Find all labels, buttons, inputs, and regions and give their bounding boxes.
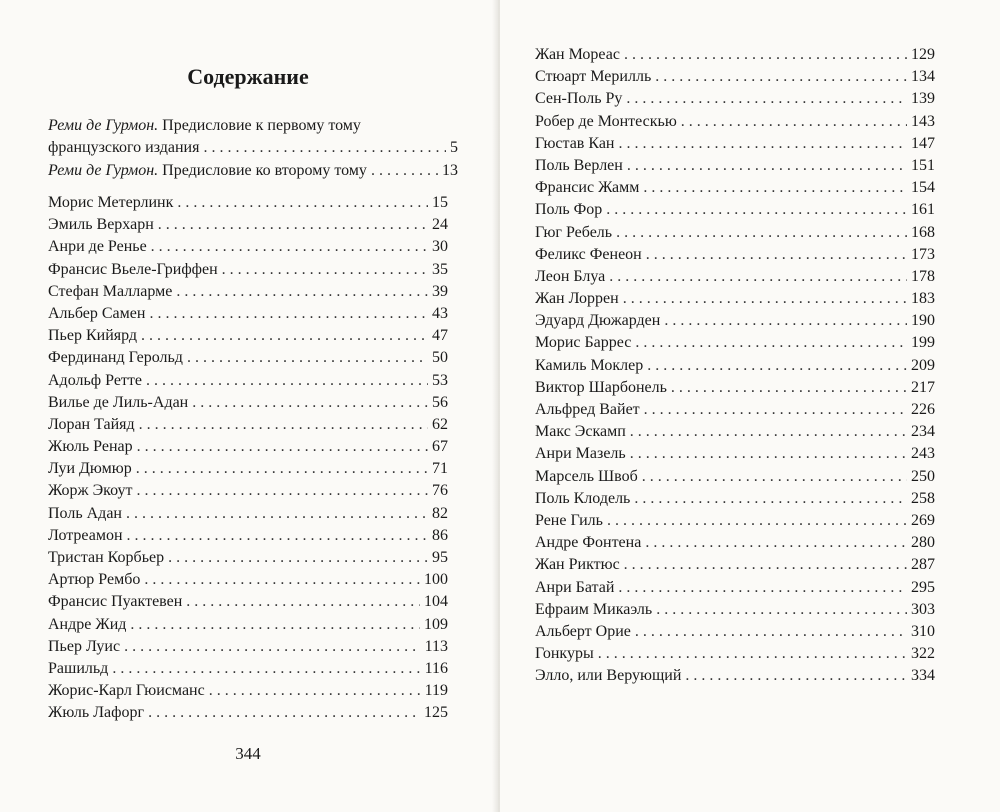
toc-entry[interactable] [535,199,935,221]
toc-entry[interactable] [48,658,448,680]
toc-entry-name: Фердинанд Герольд [48,349,183,367]
toc-entry-name: Поль Клодель [535,489,631,507]
toc-entry[interactable] [535,155,935,177]
dot-leader [186,591,420,613]
toc-entry[interactable] [48,702,448,724]
toc-entry-page: 183 [911,290,935,308]
dot-leader [644,399,907,421]
toc-entry[interactable] [48,192,448,214]
toc-entry[interactable] [48,458,448,480]
toc-entry-page: 269 [911,511,935,529]
toc-entry-name: Морис Метерлинк [48,194,174,211]
toc-entry[interactable] [535,421,935,443]
dot-leader [671,377,907,399]
toc-entry[interactable] [48,591,448,613]
toc-entry[interactable] [535,332,935,354]
toc-entry-page: 95 [432,549,448,566]
dot-leader [149,303,428,325]
toc-entry-page: 151 [911,156,935,174]
toc-entry[interactable] [535,222,935,244]
dot-leader [635,621,907,643]
toc-entry-name: Рене Гиль [535,511,603,529]
toc-entry-page: 147 [911,134,935,152]
toc-entry[interactable] [535,111,935,133]
toc-entry-page: 39 [432,282,448,300]
toc-entry[interactable] [535,554,935,576]
dot-leader [681,111,907,133]
toc-entry-page: 190 [911,312,935,330]
toc-entry-page: 50 [432,349,448,367]
toc-entry-name: Жан Лоррен [535,290,619,308]
toc-entry-name: Марсель Швоб [535,467,638,485]
toc-entry-name: Поль Адан [48,504,122,522]
toc-entry-page: 322 [911,645,935,663]
toc-entry-name: Сен-Поль Ру [535,90,623,108]
preface-entry-2[interactable] [48,160,458,182]
toc-entry[interactable] [48,436,448,458]
dot-leader [634,488,907,510]
toc-entry-name: Камиль Моклер [535,356,644,374]
preface-title: Предисловие ко второму тому [162,162,367,179]
toc-entry-name: Франсис Вьеле-Гриффен [48,260,218,278]
toc-entry-name: Жюль Лафорг [48,704,145,722]
toc-entry-name: Вилье де Лиль-Адан [48,393,189,411]
toc-entry[interactable] [48,303,448,325]
toc-entry-page: 280 [911,534,935,552]
dot-leader [222,259,428,281]
toc-entry-page: 139 [911,90,935,108]
toc-entry-name: Морис Баррес [535,334,632,352]
preface-line [48,160,458,182]
toc-entry-page: 295 [911,578,935,596]
toc-entry[interactable] [535,66,935,88]
dot-leader [136,458,428,480]
toc-entry-page: 100 [424,571,448,589]
toc-entry-page: 234 [911,423,935,441]
toc-entry-name: Макс Эскамп [535,423,626,441]
dot-leader [630,421,907,443]
dot-leader [645,532,907,554]
toc-entry-name: Поль Фор [535,201,603,219]
toc-entry-page: 53 [432,371,448,389]
toc-entry-name: Альберт Орие [535,622,631,640]
toc-entry[interactable] [535,577,935,599]
toc-entry-page: 226 [911,401,935,418]
toc-entry[interactable] [535,643,935,665]
toc-entry-page: 199 [911,334,935,352]
preface-author: Реми де Гурмон. [48,117,159,134]
toc-entry-name: Анри Мазель [535,445,626,463]
dot-leader [130,614,420,636]
toc-entry-page: 243 [911,445,935,463]
toc-entry[interactable] [535,510,935,532]
dot-leader [606,199,907,221]
toc-entry-name: Рашильд [48,659,109,677]
dot-leader [136,480,428,502]
toc-entry-name: Поль Верлен [535,156,623,174]
toc-entry-name: Стюарт Мерилль [535,68,652,86]
toc-entry-page: 250 [911,467,935,485]
toc-entry-page: 71 [432,460,448,478]
dot-leader [627,155,907,177]
toc-entry[interactable] [535,177,935,199]
preface-line [48,115,458,137]
preface-page: 13 [442,162,458,179]
toc-entry[interactable] [535,466,935,488]
toc-entry[interactable] [535,377,935,399]
toc-entry[interactable] [48,636,448,658]
dot-leader [607,510,907,532]
toc-entry[interactable] [48,547,448,569]
preface-page: 5 [450,139,458,156]
toc-entry-name: Ефраим Микаэль [535,600,653,618]
preface-title-cont: французского издания [48,139,200,156]
toc-entry[interactable] [48,680,448,702]
toc-entry-page: 310 [911,622,935,640]
left-page [0,0,496,812]
toc-entry-page: 217 [911,378,935,396]
dot-leader [626,88,907,110]
toc-entry[interactable] [48,325,448,347]
dot-leader [168,547,428,569]
toc-entry[interactable] [48,392,448,414]
toc-entry-name: Адольф Ретте [48,371,143,389]
toc-entry[interactable] [48,614,448,636]
toc-entry-name: Жорж Экоут [48,482,133,500]
toc-entry-name: Лотреамон [48,526,123,544]
toc-entry-name: Эмиль Верхарн [48,216,154,234]
toc-entry[interactable] [535,310,935,332]
toc-list-right [535,44,935,687]
toc-entry-name: Пьер Луис [48,637,121,655]
toc-entry[interactable] [48,503,448,525]
preface-title: Предисловие к первому тому [162,117,361,134]
dot-leader [624,554,907,576]
dot-leader [141,325,428,347]
toc-entry-page: 67 [432,438,448,456]
toc-entry[interactable] [48,414,448,436]
dot-leader [112,658,420,680]
toc-entry-page: 119 [424,682,448,700]
dot-leader [137,436,428,458]
toc-entry[interactable] [535,621,935,643]
toc-entry[interactable] [535,288,935,310]
preface-entry-1[interactable] [48,115,458,159]
preface-author: Реми де Гурмон. [48,162,159,179]
dot-leader [124,636,421,658]
toc-entry-page: 35 [432,260,448,278]
dot-leader [618,577,907,599]
toc-entry[interactable] [535,44,935,66]
dot-leader [371,160,438,182]
dot-leader [643,177,907,199]
dot-leader [176,281,428,303]
toc-entry-page: 143 [911,112,935,130]
toc-entry[interactable] [48,525,448,547]
toc-entry[interactable] [535,399,935,421]
toc-entry-name: Гюг Ребель [535,223,613,241]
toc-entry-page: 62 [432,415,448,433]
toc-entry-name: Франсис Пуактевен [48,593,183,611]
dot-leader [630,443,907,465]
toc-entry[interactable] [535,355,935,377]
dot-leader [656,599,907,621]
toc-entry[interactable] [535,88,935,110]
dot-leader [618,133,907,155]
toc-entry-page: 56 [432,393,448,411]
dot-leader [126,503,428,525]
toc-entry-page: 168 [911,223,935,241]
toc-entry-page: 113 [424,637,448,655]
toc-entry[interactable] [535,244,935,266]
toc-entry[interactable] [535,532,935,554]
toc-list-left [48,192,448,725]
dot-leader [148,702,420,724]
dot-leader [616,222,907,244]
toc-entry-page: 43 [432,304,448,322]
toc-entry-name: Андре Фонтена [535,534,642,552]
dot-leader [127,525,428,547]
preface-line [48,137,458,159]
toc-entry-name: Анри Батай [535,578,615,596]
toc-entry-page: 178 [911,267,935,285]
toc-entry-name: Альфред Вайет [535,401,640,418]
dot-leader [151,236,428,258]
toc-entry[interactable] [535,599,935,621]
dot-leader [623,288,907,310]
dot-leader [177,192,428,214]
toc-entry-page: 76 [432,482,448,500]
toc-entry[interactable] [48,569,448,591]
toc-entry[interactable] [48,281,448,303]
toc-entry-page: 47 [432,327,448,345]
toc-entry-name: Гонкуры [535,645,594,663]
toc-entry-page: 154 [911,179,935,197]
toc-entry-name: Пьер Кийярд [48,327,138,345]
toc-entry-name: Стефан Малларме [48,282,173,300]
toc-entry-name: Альбер Самен [48,304,146,322]
dot-leader [664,310,907,332]
dot-leader [598,643,907,665]
toc-entry-page: 125 [424,704,448,722]
toc-entry-name: Франсис Жамм [535,179,640,197]
toc-entry-name: Тристан Корбьер [48,549,165,566]
dot-leader [646,244,907,266]
toc-entry-name: Артюр Рембо [48,571,141,589]
toc-entry-name: Лоран Тайяд [48,415,135,433]
toc-entry-page: 15 [432,194,448,211]
toc-entry-name: Жан Мореас [535,46,620,63]
toc-entry-page: 86 [432,526,448,544]
dot-leader [635,332,907,354]
dot-leader [685,665,907,687]
toc-entry[interactable] [48,214,448,236]
toc-entry-name: Робер де Монтескью [535,112,677,130]
toc-entry-name: Анри де Ренье [48,238,147,256]
toc-entry-name: Элло, или Верующий [535,667,682,685]
toc-entry-page: 30 [432,238,448,256]
toc-entry[interactable] [48,480,448,502]
toc-entry-page: 116 [424,659,448,677]
dot-leader [655,66,907,88]
dot-leader [144,569,420,591]
toc-entry-name: Феликс Фенеон [535,245,642,263]
page-number: 344 [235,744,261,763]
toc-title: Содержание [187,64,309,89]
toc-entry-name: Жюль Ренар [48,438,133,456]
dot-leader [647,355,907,377]
dot-leader [209,680,421,702]
toc-entry-page: 287 [911,556,935,574]
toc-entry-page: 173 [911,245,935,263]
toc-entry-page: 129 [911,46,935,63]
toc-entry-page: 209 [911,356,935,374]
toc-entry-page: 82 [432,504,448,522]
toc-entry-page: 134 [911,68,935,86]
toc-entry-name: Эдуард Дюжарден [535,312,661,330]
toc-entry[interactable] [48,370,448,392]
dot-leader [139,414,428,436]
toc-entry-name: Луи Дюмюр [48,460,132,478]
toc-entry[interactable] [48,236,448,258]
dot-leader [146,370,428,392]
toc-entry[interactable] [48,259,448,281]
toc-entry[interactable] [535,266,935,288]
dot-leader [609,266,907,288]
toc-entry-page: 161 [911,201,935,219]
toc-entry-page: 24 [432,216,448,234]
toc-entry[interactable] [535,665,935,687]
dot-leader [624,44,907,66]
dot-leader [192,392,428,414]
toc-entry[interactable] [48,347,448,369]
toc-entry-name: Жан Риктюс [535,556,620,574]
toc-entry[interactable] [535,133,935,155]
dot-leader [187,347,428,369]
toc-entry-name: Андре Жид [48,615,127,633]
toc-entry-name: Леон Блуа [535,267,606,285]
dot-leader [158,214,428,236]
dot-leader [203,137,446,159]
toc-entry[interactable] [535,488,935,510]
toc-entry-name: Виктор Шарбонель [535,378,667,396]
toc-entry-page: 303 [911,600,935,618]
toc-entry-name: Жорис-Карл Гюисманс [48,682,205,700]
toc-entry-page: 104 [424,593,448,611]
dot-leader [642,466,907,488]
toc-entry-name: Гюстав Кан [535,134,615,152]
toc-entry-page: 258 [911,489,935,507]
toc-entry-page: 109 [424,615,448,633]
toc-entry[interactable] [535,443,935,465]
toc-entry-page: 334 [911,667,935,685]
